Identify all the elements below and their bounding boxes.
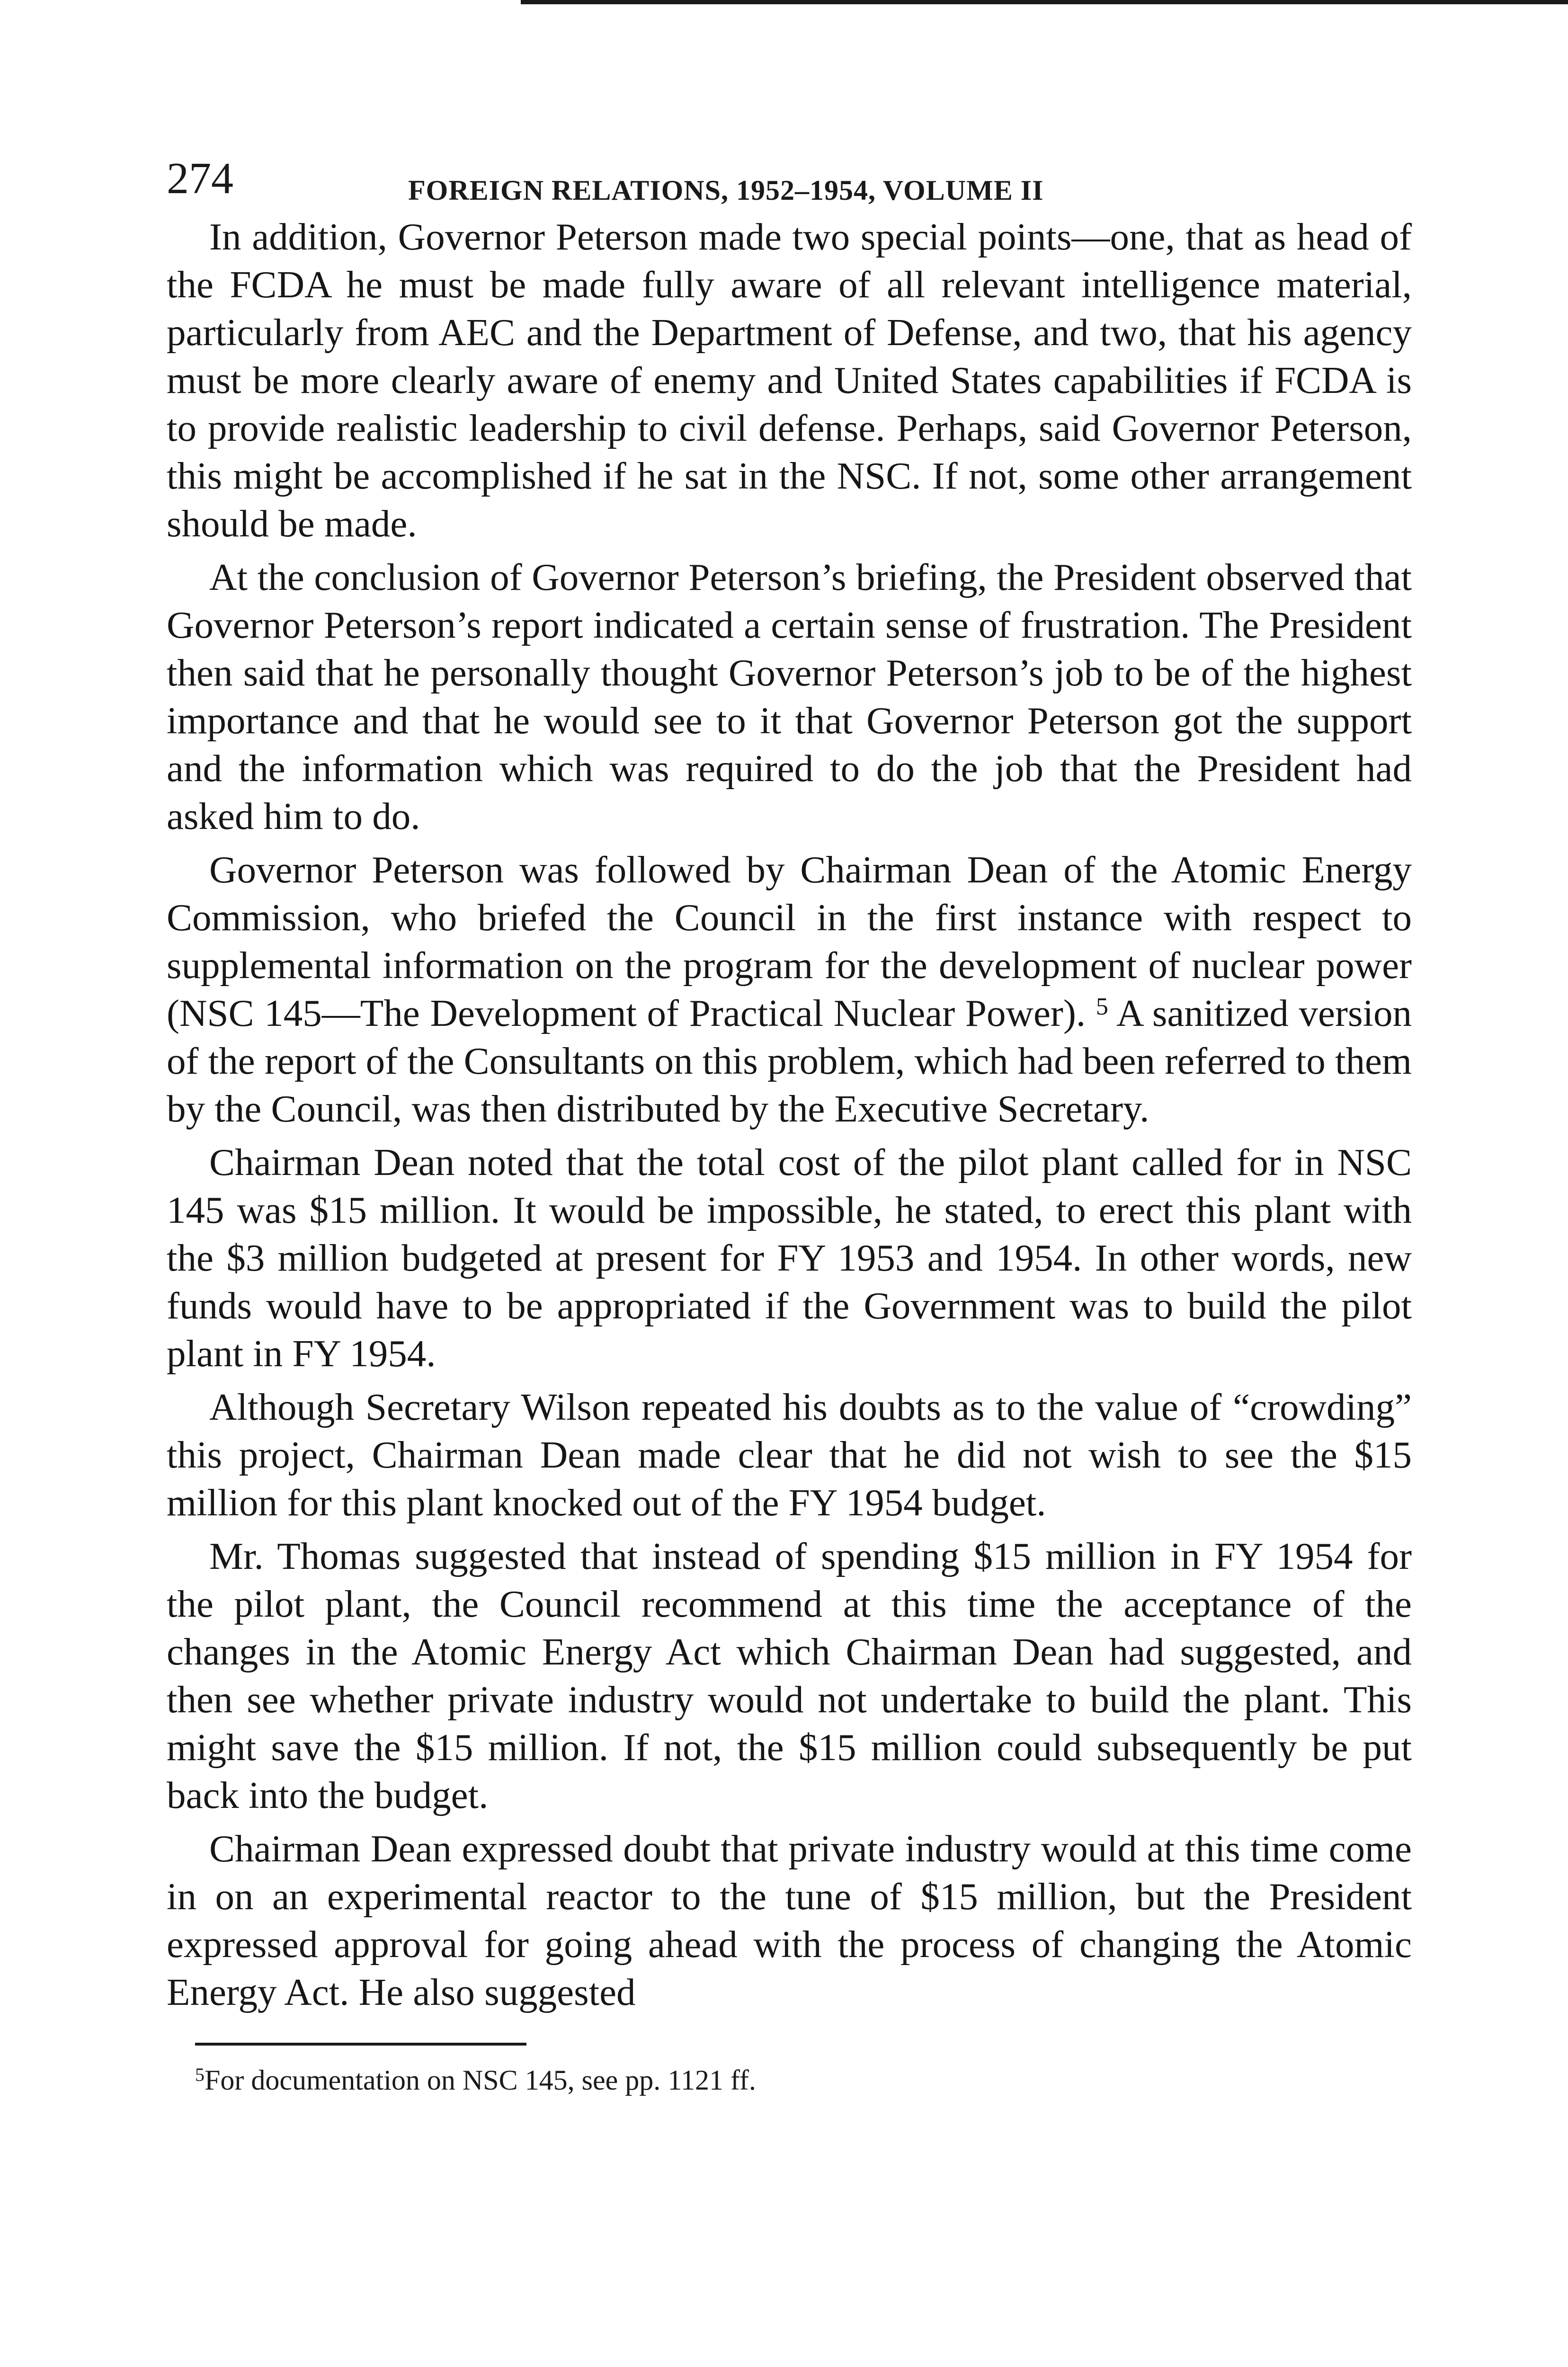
footnote-marker: 5 <box>195 2064 205 2085</box>
paragraph: Chairman Dean noted that the total cost of the pilot plant called for in NSC 145 was $15 million. It would be impossible, he stated, to erect this plant with the $3 million budgeted at present for FY 1953 and 1954. In other words, new funds would have to be appropriated if the Government was to build the pilot plant in FY 1954. <box>167 1141 1412 1375</box>
paragraph: At the conclusion of Governor Peterson’s briefing, the President observed that Governor Peterson’s report indicated a certain sense of frustration. The President then said that he personally thought Governor Peterson’s job to be of the highest importance and that he would see to it that Governor Peterson got the support and the information which was required to do the job that the President had asked him to do. <box>167 556 1412 837</box>
paragraph-text: A sanitized version of the report of the Consultants on this problem, which had been referred to them by the Council, was then distributed by the Executive Secretary. <box>167 992 1412 1130</box>
paragraph: Although Secretary Wilson repeated his doubts as to the value of “crowding” this project, Chairman Dean made clear that he did not wish to see the $15 million for this plant knocked out of the FY 1954 budget. <box>167 1386 1412 1524</box>
running-head: FOREIGN RELATIONS, 1952–1954, VOLUME II <box>408 175 1044 206</box>
document-page <box>167 133 1412 2098</box>
page-header <box>167 133 1412 213</box>
page-number: 274 <box>167 154 233 203</box>
paragraph <box>167 846 1412 1133</box>
footnote-divider <box>195 2043 526 2046</box>
paragraph: Chairman Dean expressed doubt that private industry would at this time come in on an experimental reactor to the tune of $15 million, but the President expressed approval for going ahead with the process of changing the Atomic Energy Act. He also suggested <box>167 1827 1412 2013</box>
body-text <box>167 213 1412 2016</box>
footnote-text: For documentation on NSC 145, see pp. 1121 ff. <box>205 2064 756 2096</box>
paragraph: Mr. Thomas suggested that instead of spending $15 million in FY 1954 for the pilot plant, the Council recommend at this time the acceptance of the changes in the Atomic Energy Act which Chairman Dean had suggested, and then see whether private industry would not undertake to build the plant. This might save the $15 million. If not, the $15 million could subsequently be put back into the budget. <box>167 1535 1412 1816</box>
top-edge-rule <box>521 0 1568 4</box>
paragraph: In addition, Governor Peterson made two special points—one, that as head of the FCDA he must be made fully aware of all relevant intelligence material, particularly from AEC and the Department of Defense, and two, that his agency must be more clearly aware of enemy and United States capabilities if FCDA is to provide realistic leadership to civil defense. Perhaps, said Governor Peterson, this might be accomplished if he sat in the NSC. If not, some other arrangement should be made. <box>167 215 1412 545</box>
footnote-reference[interactable]: 5 <box>1096 993 1108 1020</box>
footnote <box>195 2063 1412 2098</box>
paragraph-text: Governor Peterson was followed by Chairman Dean of the Atomic Energy Commission, who briefed the Council in the first instance with respect to supplemental information on the program for the development of nuclear power (NSC 145—The Development of Practical Nuclear Power). <box>167 848 1412 1034</box>
